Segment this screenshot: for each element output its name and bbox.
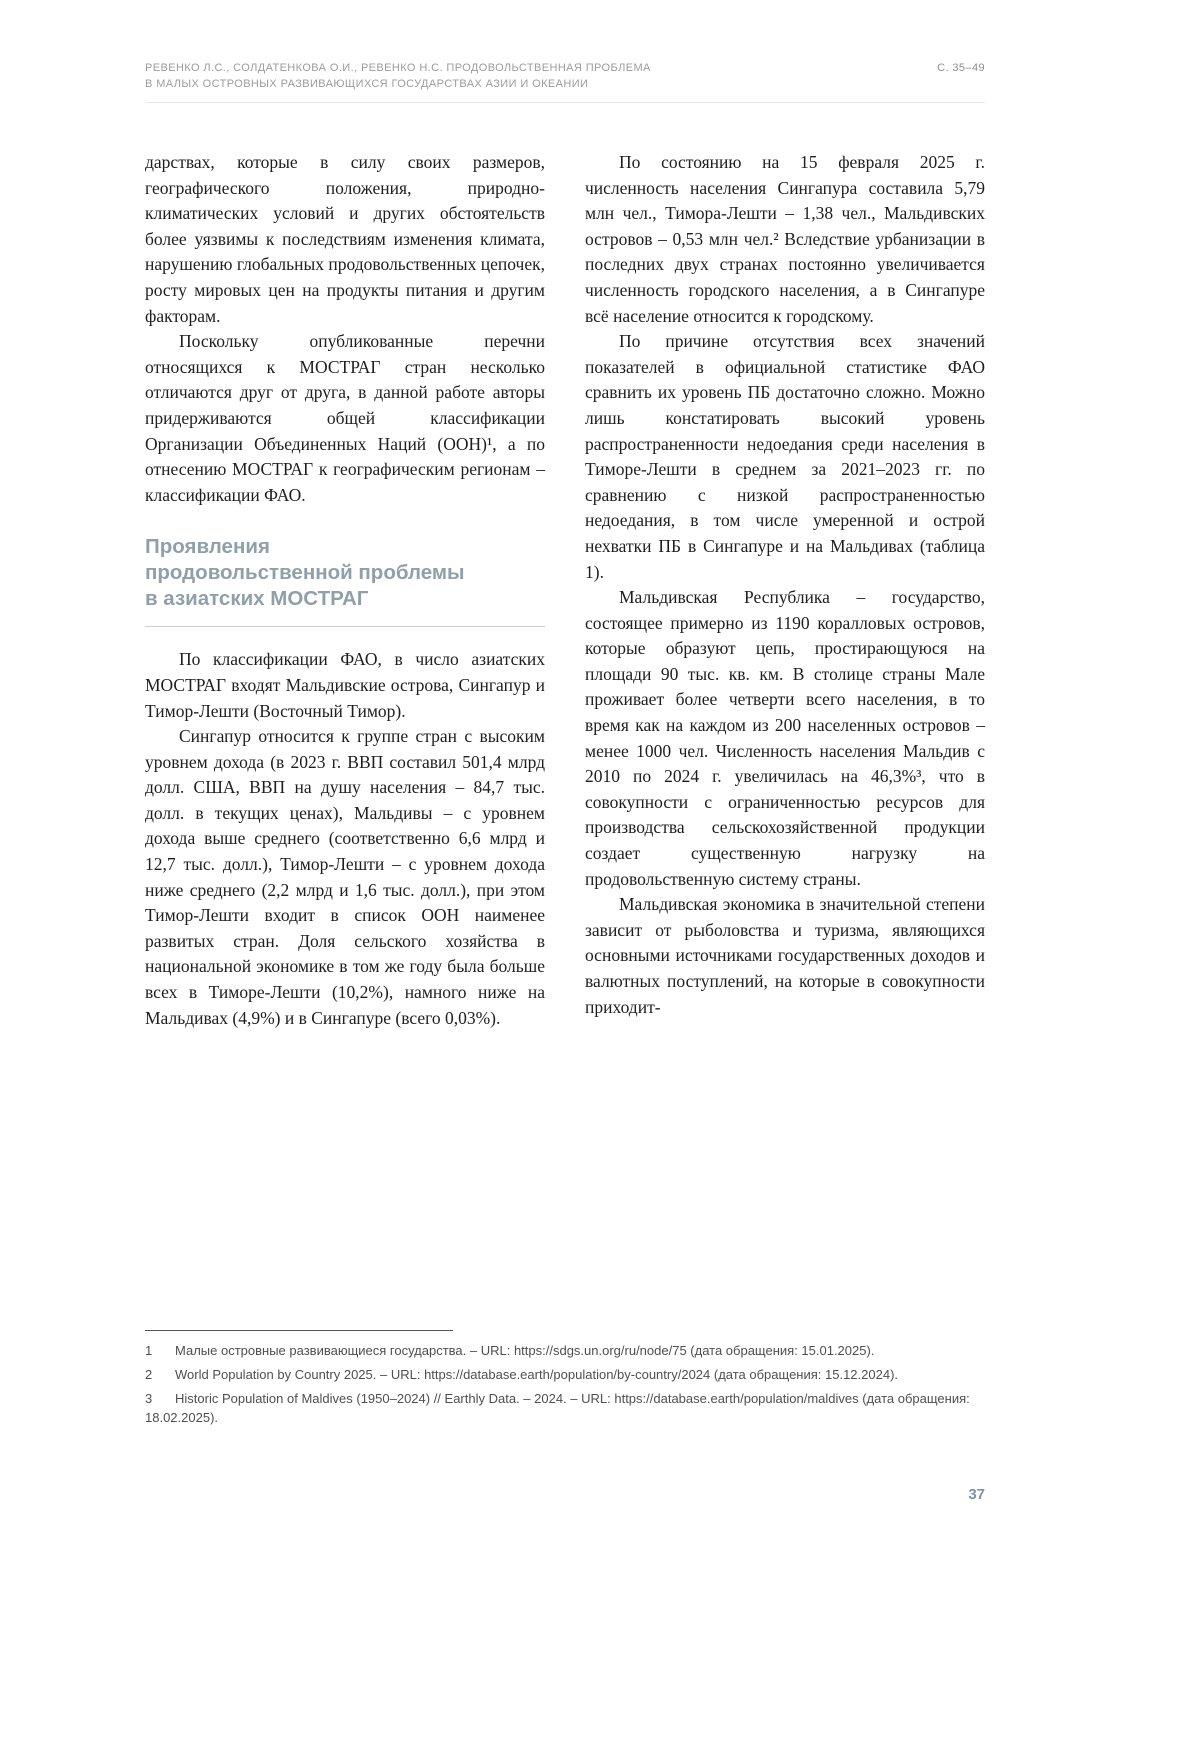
footnote-3 [145, 1389, 985, 1427]
section-heading-line-2: продовольственной проблемы [145, 561, 465, 585]
running-head-authors: РЕВЕНКО Л.С., СОЛДАТЕНКОВА О.И., РЕВЕНКО Н.С. ПРОДОВОЛЬСТВЕННАЯ ПРОБЛЕМА [145, 62, 651, 74]
section-heading-line-1: Проявления [145, 535, 270, 559]
footnote-text: Малые островные развивающиеся государства. – URL: https://sdgs.un.org/ru/node/75 (дата обращения: 15.01.2025). [175, 1343, 875, 1358]
two-column-text [145, 150, 985, 1031]
paragraph: По причине отсутствия всех значений показателей в официальной статистике ФАО сравнить их уровень ПБ достаточно сложно. Можно лишь констатировать высокий уровень распространенности недоедания среди населения в Тиморе-Лешти в среднем за 2021–2023 гг. по сравнению с низкой распространенностью недоедания, в том числе умеренной и острой нехватки ПБ в Сингапуре и на Мальдивах (таблица 1). [585, 331, 985, 582]
footnote-1 [145, 1341, 985, 1360]
left-column [145, 150, 545, 1031]
paragraph: По состоянию на 15 февраля 2025 г. численность населения Сингапура составила 5,79 млн чел., Тимора-Лешти – 1,38 чел., Мальдивских островов – 0,53 млн чел.² Вследствие урбанизации в последних двух странах постоянно увеличивается численность городского населения, а в Сингапуре всё население относится к городскому. [585, 152, 985, 326]
footnote-number: 3 [145, 1391, 153, 1406]
running-head [145, 60, 985, 103]
paragraph: Поскольку опубликованные перечни относящихся к МОСТРАГ стран несколько отличаются друг от друга, в данной работе авторы придерживаются общей классификации Организации Объединенных Наций (ООН)¹, а по отнесению МОСТРАГ к географическим регионам – классификации ФАО. [145, 331, 545, 505]
footnote-number: 2 [145, 1367, 153, 1382]
paragraph: Сингапур относится к группе стран с высоким уровнем дохода (в 2023 г. ВВП составил 501,4 млрд долл. США, ВВП на душу населения – 84,7 тыс. долл. в текущих ценах), Мальдивы – с уровнем дохода выше среднего (соответственно 6,6 млрд и 12,7 тыс. долл.), Тимор-Лешти – с уровнем дохода ниже среднего (2,2 млрд и 1,6 тыс. долл.), при этом Тимор-Лешти входит в список ООН наименее развитых стран. Доля сельского хозяйства в национальной экономике в том же году была больше всех в Тиморе-Лешти (10,2%), намного ниже на Мальдивах (4,9%) и в Сингапуре (всего 0,03%). [145, 726, 545, 1028]
running-head-subtitle: В МАЛЫХ ОСТРОВНЫХ РАЗВИВАЮЩИХСЯ ГОСУДАРСТВАХ АЗИИ И ОКЕАНИИ [145, 78, 589, 90]
footnotes [145, 1330, 985, 1432]
page-number: 37 [968, 1486, 985, 1503]
footnote-number: 1 [145, 1343, 153, 1358]
footnote-text: World Population by Country 2025. – URL: https://database.earth/population/by-country/2024 (дата обращения: 15.12.2024). [175, 1367, 899, 1382]
section-heading-line-3: в азиатских МОСТРАГ [145, 587, 369, 611]
paragraph-continued: дарствах, которые в силу своих размеров, географического положения, природно-климатических условий и других обстоятельств более уязвимы к последствиям изменения климата, нарушению глобальных продовольственных цепочек, росту мировых цен на продукты питания и другим факторам. [145, 152, 545, 326]
footnote-text: Historic Population of Maldives (1950–2024) // Earthly Data. – 2024. – URL: https://database.earth/population/maldives (дата обращения: 18.02.2025). [145, 1391, 970, 1425]
running-head-pages: С. 35–49 [937, 62, 985, 74]
footnote-2 [145, 1365, 985, 1384]
paragraph: Мальдивская экономика в значительной степени зависит от рыболовства и туризма, являющихся основными источниками государственных доходов и валютных поступлений, на которые в совокупности приходит- [585, 894, 985, 1017]
paragraph: Мальдивская Республика – государство, состоящее примерно из 1190 коралловых островов, которые образуют цепь, простирающуюся на площади 90 тыс. кв. км. В столице страны Мале проживает более четверти всего населения, в то время как на каждом из 200 населенных островов – менее 1000 чел. Численность населения Мальдив с 2010 по 2024 г. увеличилась на 46,3%³, что в совокупности с ограниченностью ресурсов для производства сельскохозяйственной продукции создает существенную нагрузку на продовольственную систему страны. [585, 587, 985, 889]
paragraph: По классификации ФАО, в число азиатских МОСТРАГ входят Мальдивские острова, Сингапур и Тимор-Лешти (Восточный Тимор). [145, 649, 545, 721]
footnote-separator [145, 1330, 453, 1331]
running-head-title [145, 60, 651, 92]
right-column [585, 150, 985, 1031]
section-heading [145, 534, 545, 627]
